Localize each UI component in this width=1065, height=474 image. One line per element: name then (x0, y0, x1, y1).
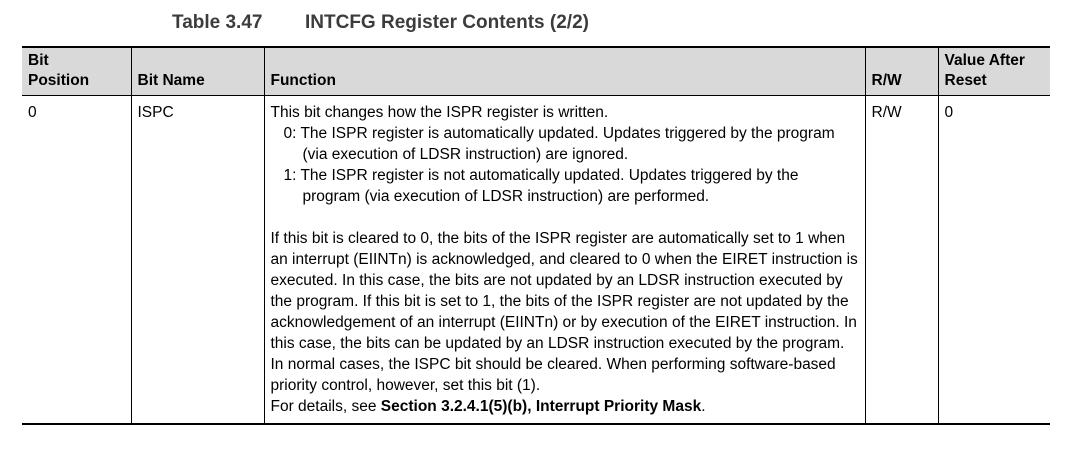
function-detail: If this bit is cleared to 0, the bits of the ISPR register are automatically set to 1 when an interrupt (EIINTn) is acknowledged, and cleared to 0 when the EIRET instruction is executed. In this case, the bits are not updated by an LDSR instruction executed by the program. If this bit is set to 1, the bits of the ISPR register are not updated by the acknowledgement of an interrupt (EIINTn) or by execution of the EIRET instruction. In this case, the bits can be updated by an LDSR instruction executed by the program. (270, 230, 858, 352)
header-value-after-reset-line1: Value After (944, 52, 1025, 69)
table-title: INTCFG Register Contents (2/2) (305, 12, 589, 33)
table-caption (172, 12, 589, 34)
reference-prefix: For details, see (270, 398, 381, 415)
register-table (22, 46, 1050, 425)
function-option-0: 0: The ISPR register is automatically updated. Updates triggered by the program (via execution of LDSR instruction) are ignored. (283, 125, 835, 163)
cell-value-after-reset: 0 (938, 96, 1050, 425)
cell-rw: R/W (865, 96, 938, 425)
cell-bit-name: ISPC (131, 96, 264, 425)
header-row (22, 47, 1050, 96)
header-bit-position-line2: Position (28, 72, 90, 89)
function-intro: This bit changes how the ISPR register is written. (270, 104, 609, 121)
function-reference (271, 396, 859, 417)
header-value-after-reset (938, 47, 1050, 96)
function-option-1: 1: The ISPR register is not automatically updated. Updates triggered by the program (via execution of LDSR instruction) are performed. (283, 167, 799, 205)
header-rw: R/W (865, 47, 938, 96)
reference-link[interactable]: Section 3.2.4.1(5)(b), Interrupt Priority Mask (380, 398, 702, 415)
header-function: Function (264, 47, 865, 96)
table-row (22, 96, 1050, 425)
cell-function (264, 96, 865, 425)
paragraph-gap (271, 207, 859, 228)
table-number: Table 3.47 (172, 12, 263, 33)
header-value-after-reset-line2: Reset (944, 72, 987, 89)
function-normal-case: In normal cases, the ISPC bit should be cleared. When performing software-based priority control, however, set this bit (1). (270, 356, 836, 394)
cell-bit-position: 0 (22, 96, 131, 425)
header-bit-position-line1: Bit (28, 52, 49, 69)
reference-suffix: . (701, 398, 706, 415)
header-bit-position (22, 47, 131, 96)
header-bit-name: Bit Name (131, 47, 264, 96)
